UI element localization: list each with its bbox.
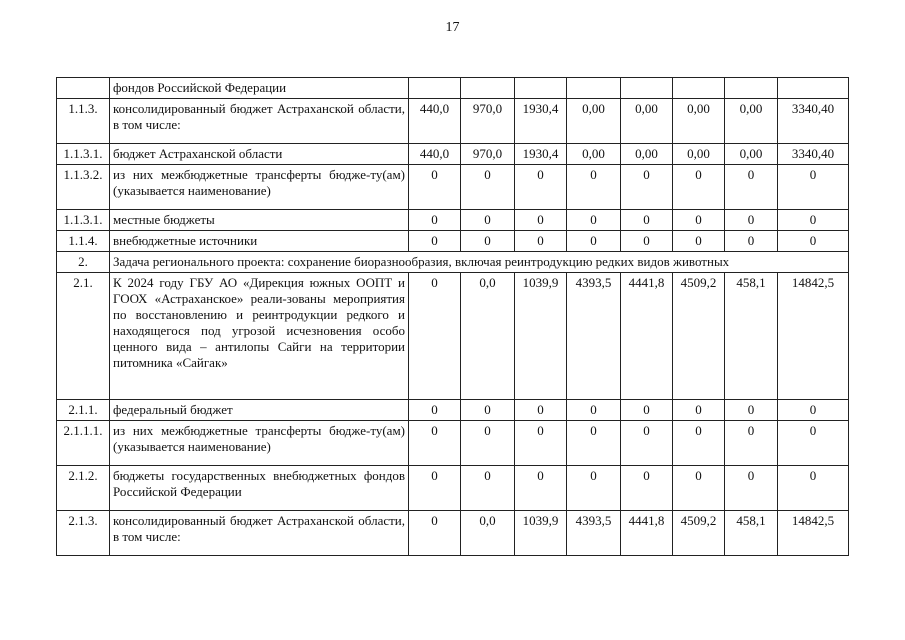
page-number: 17 [445,20,460,35]
value-cell: 0 [409,231,461,252]
value-cell: 0 [621,421,673,466]
table-row [57,99,849,144]
value-cell [778,78,849,99]
value-cell: 0,00 [725,99,778,144]
row-number: 2.1.1.1. [57,421,110,466]
value-cell: 0 [409,273,461,400]
value-cell: 0 [461,466,515,511]
value-cell: 0 [778,421,849,466]
value-cell: 0,00 [673,144,725,165]
value-cell: 0,00 [725,144,778,165]
value-cell: 0 [621,466,673,511]
value-cell: 0 [673,210,725,231]
table-row [57,210,849,231]
value-cell: 0 [725,231,778,252]
value-cell: 4509,2 [673,273,725,400]
value-cell: 0,00 [567,99,621,144]
row-number: 2.1.2. [57,466,110,511]
value-cell: 4441,8 [621,273,673,400]
value-cell: 0 [515,421,567,466]
value-cell: 0 [567,400,621,421]
value-cell: 970,0 [461,99,515,144]
value-cell: 440,0 [409,144,461,165]
value-cell: 0 [567,165,621,210]
value-cell: 0 [778,210,849,231]
value-cell: 0 [515,231,567,252]
value-cell: 0 [725,421,778,466]
value-cell: 14842,5 [778,273,849,400]
value-cell: 0 [567,231,621,252]
value-cell: 0 [567,210,621,231]
row-number: 1.1.4. [57,231,110,252]
value-cell: 0 [673,165,725,210]
row-number: 2.1. [57,273,110,400]
row-number: 1.1.3.1. [57,144,110,165]
value-cell: 0 [621,231,673,252]
value-cell: 458,1 [725,273,778,400]
value-cell: 0 [725,210,778,231]
value-cell: 0,0 [461,511,515,556]
table-row [57,511,849,556]
value-cell: 0 [461,421,515,466]
value-cell: 0 [515,400,567,421]
value-cell: 14842,5 [778,511,849,556]
row-description: консолидированный бюджет Астраханской области, в том числе: [110,99,409,144]
value-cell: 3340,40 [778,144,849,165]
value-cell: 0 [515,466,567,511]
table-row [57,421,849,466]
value-cell: 4393,5 [567,511,621,556]
task-heading: Задача регионального проекта: сохранение биоразнообразия, включая реинтродукцию редких видов животных [110,252,849,273]
value-cell: 4393,5 [567,273,621,400]
row-description: внебюджетные источники [110,231,409,252]
value-cell: 440,0 [409,99,461,144]
table-row [57,466,849,511]
value-cell: 0 [673,400,725,421]
value-cell [515,78,567,99]
value-cell: 458,1 [725,511,778,556]
value-cell: 0 [725,400,778,421]
table-body [57,78,849,556]
value-cell: 0 [778,231,849,252]
row-number: 1.1.3.2. [57,165,110,210]
row-description: бюджеты государственных внебюджетных фондов Российской Федерации [110,466,409,511]
value-cell: 0 [567,421,621,466]
value-cell: 0 [461,400,515,421]
value-cell: 1930,4 [515,144,567,165]
row-description: местные бюджеты [110,210,409,231]
value-cell [461,78,515,99]
value-cell: 0 [409,400,461,421]
row-number [57,78,110,99]
value-cell: 0 [461,165,515,210]
value-cell: 0 [778,165,849,210]
value-cell: 0 [621,210,673,231]
value-cell: 4509,2 [673,511,725,556]
row-number: 2.1.1. [57,400,110,421]
value-cell [621,78,673,99]
value-cell [409,78,461,99]
value-cell: 1039,9 [515,273,567,400]
value-cell: 0,00 [621,99,673,144]
row-number: 2. [57,252,110,273]
value-cell: 0,0 [461,273,515,400]
value-cell: 0 [673,231,725,252]
value-cell: 4441,8 [621,511,673,556]
value-cell: 0 [567,466,621,511]
row-number: 1.1.3.1. [57,210,110,231]
value-cell [673,78,725,99]
table-row [57,144,849,165]
row-description: К 2024 году ГБУ АО «Дирекция южных ООПТ и ГООХ «Астраханское» реали-зованы мероприятия по восстановлению и реинтродукции редкого и находящегося под угрозой исчезновения особо ценного вида – антилопы Сайги на территории питомника «Сайгак» [110,273,409,400]
row-description: из них межбюджетные трансферты бюдже-ту(ам) (указывается наименование) [110,421,409,466]
row-description: федеральный бюджет [110,400,409,421]
row-description: из них межбюджетные трансферты бюдже-ту(ам) (указывается наименование) [110,165,409,210]
row-description: фондов Российской Федерации [110,78,409,99]
table-row [57,273,849,400]
value-cell: 0 [673,466,725,511]
value-cell: 0 [621,165,673,210]
value-cell: 0,00 [621,144,673,165]
table-row [57,252,849,273]
table-row [57,78,849,99]
value-cell: 0 [409,210,461,231]
value-cell: 0 [778,400,849,421]
value-cell: 0 [515,210,567,231]
value-cell: 0 [515,165,567,210]
row-description: консолидированный бюджет Астраханской области, в том числе: [110,511,409,556]
value-cell: 0 [673,421,725,466]
value-cell: 0 [621,400,673,421]
value-cell: 0 [725,466,778,511]
value-cell: 0 [409,421,461,466]
value-cell: 0 [409,466,461,511]
value-cell [567,78,621,99]
value-cell: 1039,9 [515,511,567,556]
value-cell: 0 [461,231,515,252]
value-cell: 0 [461,210,515,231]
value-cell: 970,0 [461,144,515,165]
value-cell: 0 [778,466,849,511]
row-number: 1.1.3. [57,99,110,144]
budget-table [56,77,849,556]
value-cell: 0 [725,165,778,210]
value-cell: 1930,4 [515,99,567,144]
value-cell: 0,00 [567,144,621,165]
table-row [57,400,849,421]
value-cell: 3340,40 [778,99,849,144]
value-cell [725,78,778,99]
row-number: 2.1.3. [57,511,110,556]
table-row [57,165,849,210]
table-row [57,231,849,252]
value-cell: 0 [409,165,461,210]
row-description: бюджет Астраханской области [110,144,409,165]
value-cell: 0 [409,511,461,556]
value-cell: 0,00 [673,99,725,144]
